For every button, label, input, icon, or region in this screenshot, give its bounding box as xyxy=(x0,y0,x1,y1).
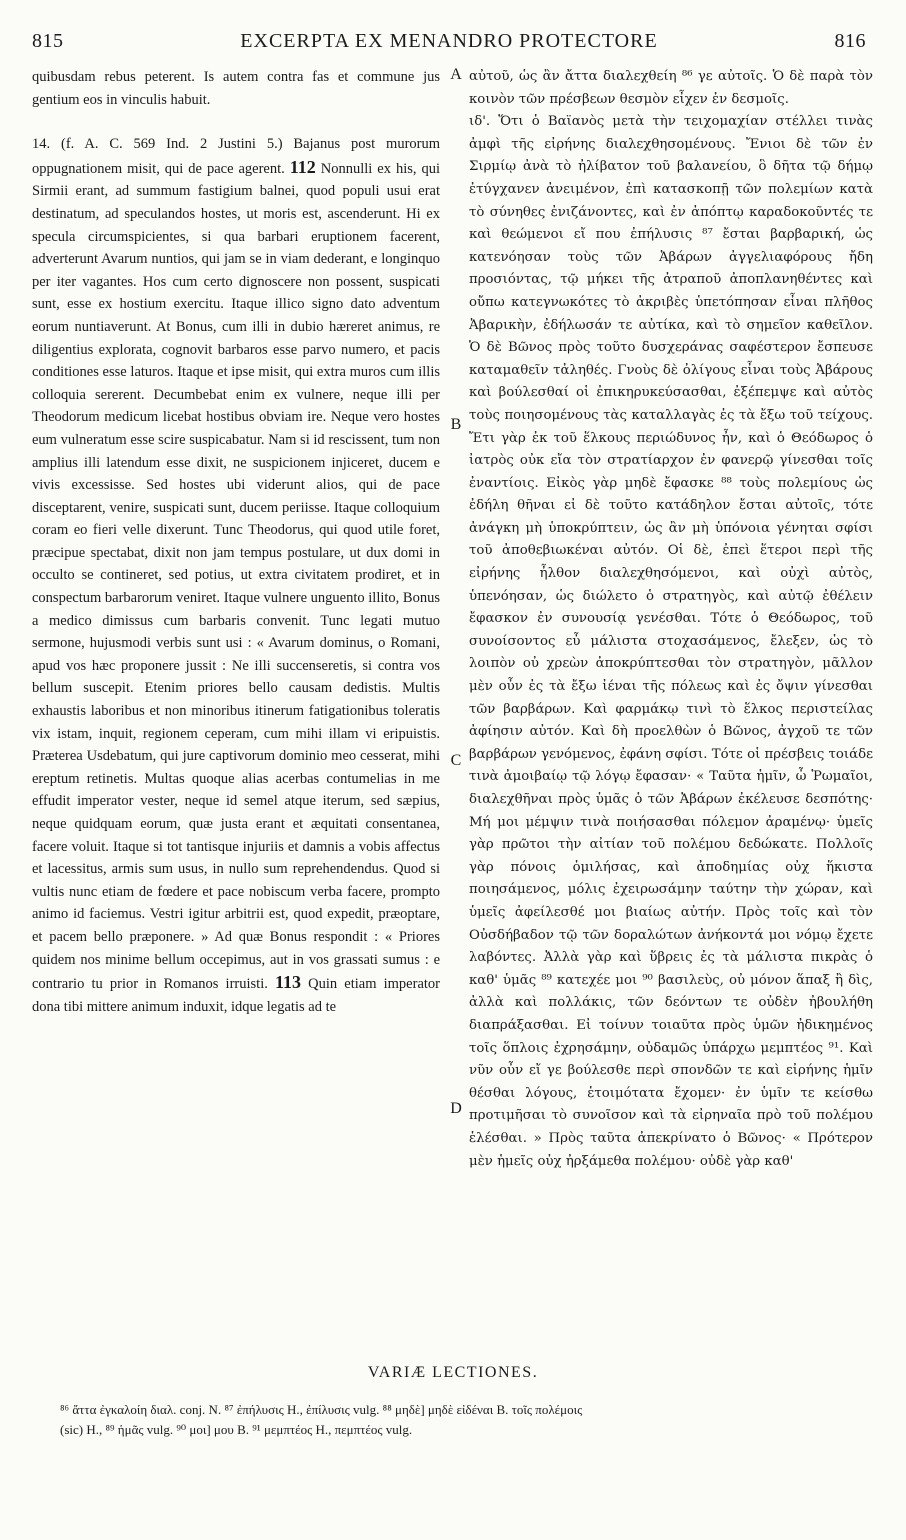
greek-column xyxy=(469,66,873,1173)
latin-paragraph-2 xyxy=(32,133,440,1018)
section-number-113: 113 xyxy=(274,972,301,993)
margin-letter-a: A xyxy=(450,66,462,83)
entry-heading: 14. (f. A. C. 569 Ind. 2 Justini 5.) xyxy=(32,136,283,153)
latin-text-2a: Bajanus post murorum oppugnationem misit, qui de pace agerent. xyxy=(32,136,441,177)
page-number-left: 815 xyxy=(32,30,64,52)
page-number-right: 816 xyxy=(834,30,866,52)
latin-column xyxy=(32,66,440,1018)
latin-text-2b: Nonnulli ex his, qui Sirmii erant, ad summum fastigium balnei, quod populi usui erat destinatum, ad speculandos hostes, ut moris est, ascenderunt. Hi ex specula circumspicientes, si qua barbari eruptionem facerent, adverterunt Avarum nuntios, qui jam se in viam dederant, e longinquo per iter vagantes. Hos cum certo dignoscere non possent, suspicati sunt, esse ex hostium exercitu. Itaque illico signo dato adventum eorum nuntiaverunt. At Bonus, cum illi in dubio hæreret animus, re diligentius explorata, cognovit barbaros esse parvo numero, et pacis conditiones esse laturos. Itaque et ipse misit, qui extra muros cum illis colloquia sererent. Decumbebat enim ex vulnere, neque illi per Theodorum medicum licebat hostibus obviam ire. Neque vero hostes eum vulneratum esse scire suspicabatur. Nam si id rescissent, tum non amplius illi latendum esse dixit, ne suspicionem injiceret, ducem e vivis excessisse. Sed hostes ubi viderunt alios, qui de pace disceptarent, venire, suspicati sunt, ducem periisse. Itaque colloquium coram eo fieri velle dixerunt. Tunc Theodorus, qui quod utile foret, præcipue spectabat, dixit non jam tempus postulare, ut dux domi in occulto se contineret, sed potius, ut extra civitatem prodiret, et in conspectum barbarorum veniret. Itaque vulnere unguento illito, Bonus a medico dimissus cum barbaris convenit. Tunc legati mutuo sermone, hujusmodi verbis sunt usi : « Avarum dominus, o Romani, apud vos hæc proponere jussit : Ne illi succenseretis, si contra vos bellum suscepit. Etenim priores bello causam dedistis. Multis exhaustis laboribus et non minoribus itinerum fatigationibus toleratis vix istam, inquit, regionem ceperam, cum mihi illam vi eripuistis. Præterea Usdebatum, qui jure captivorum dominio meo cesserat, mihi ereptum retinetis. Multas quoque alias acerbas contumelias in me effudit imperator vester, neque id semel atque iterum, sed sæpius, neque quidquam eorum, quæ justa erant et æquitati consentanea, facere voluit. Itaque si tot tantisque injuriis et damnis a vobis affectus et lacessitus, armis sum usus, in nullo sum reprehendendus. Quod si vultis nunc etiam de fœdere et pace nobiscum verba facere, prompto animo id faciemus. Vestri igitur arbitrii est, quod expedit, præoptare, et pacem bello præponere. » Ad quæ Bonus respondit : « Priores quidem nos minime bellum occepimus, aut in vos grassati sumus : e contrario tu prior in Romanos irruisti. xyxy=(32,160,441,993)
latin-paragraph-1: quibusdam rebus peterent. Is autem contra fas et commune jus gentium eos in vinculis habuit. xyxy=(32,69,440,108)
running-header xyxy=(32,30,866,64)
margin-letter-d: D xyxy=(450,1100,462,1117)
variae-lectiones-notes xyxy=(60,1400,866,1440)
greek-paragraph-2: ιδ'. Ὅτι ὁ Βαϊανὸς μετὰ τὴν τειχομαχίαν στέλλει τινὰς ἀμφὶ τῆς εἰρήνης διαλεχθησομένους. Ἔνιοι δὲ τῶν ἐν Σιρμίῳ ἀνὰ τὸ ἠλίβατον τοῦ βαλανείου, ὃ δῆτα τῷ δήμῳ ἐτύγχανεν ἀνειμένον, ἐπὶ κατασκοπῇ τῶν πολεμίων κατὰ τὸ σύνηθες ἐνιζάνοντες, καὶ ἐν ἀπόπτῳ καραδοκοῦντές τε καὶ θεώμενοι εἴ που ἐπήλυσις ⁸⁷ ἔσται βαρβαρική, ὡς κατενόησαν τοὺς τῶν Ἀβάρων ἀγγελιαφόρους ἤδη προσιόντας, τῷ μήκει τῆς ἀτραποῦ ἀποπλανηθέντες καὶ οὔπω κατεγνωκότες τὸ ἀκριβὲς ὑπετόπησαν εἶναι πλῆθος Ἀβαρικὴν, ἐδήλωσάν τε αὐτίκα, καὶ τὸ σημεῖον καθεῖλον. Ὁ δὲ Βῶνος πρὸς τοῦτο δυσχεράνας σαφέστερον ἔσπευσε καταμαθεῖν τἀληθές. Γνοὺς δὲ ὀλίγους εἶναι τοὺς Ἀβάρους καὶ βούλεσθαί οἱ ἐπικηρυκεύσασθαι, ἐξέπεμψε καὶ αὐτὸς τοὺς ποιησομένους τὰς καταλλαγὰς ἐς τὰ ἔξω τοῦ τείχους. Ἔτι γὰρ ἐκ τοῦ ἕλκους περιώδυνος ἦν, καὶ ὁ Θεόδωρος ὁ ἰατρὸς οὐκ εἴα τὸν στρατίαρχον ἐν φανερῷ γίνεσθαι τοῖς ἐναντίοις. Εἰκὸς γὰρ μηδὲ ἔφασκε ⁸⁸ τοὺς πολεμίους ὡς ἐδήλη θῆναι εἰ δὲ τοῦτο κατάδηλον ἔσται αὐτοῖς, τότε ἀνάγκη μὴ ὑποκρύπτειν, ὡς ἂν μὴ ὑπόνοια γένηται σφίσι τοῦ ἀποθεβιωκέναι αὐτόν. Οἱ δὲ, ἐπεὶ ἕτεροι περὶ τῆς εἰρήνης ἦλθον διαλεχθησόμενοι, καὶ οὐχὶ αὐτὸς, ὑπενόησαν, ὡς διώλετο ὁ στρατηγὸς, καὶ αὐτῷ ἐθέλειν ἔφασκον ἐν συνουσίᾳ γενέσθαι. Τότε ὁ Θεόδωρος, τοῦ συνοίσοντος εὖ μάλιστα στοχασάμενος, ἔλεξεν, ὡς τὸ λοιπὸν οὐ χρεὼν ἀποκρύπτεσθαι τὸν στρατηγὸν, μᾶλλον μὲν οὖν ἐς τὰ ἔξω ἰέναι τῆς πόλεως καὶ ἐς ὄψιν γίνεσθαι τῶν βαρβάρων. Καὶ φαρμάκῳ τινὶ τὸ ἕλκος περιστείλας ἀφίησιν αὐτόν. Καὶ δὴ προελθὼν ὁ Βῶνος, ἀγχοῦ τε τῶν βαρβάρων γενόμενος, ἐφάνη σφίσι. Τότε οἱ πρέσβεις τοιάδε τινὰ ἀμοιβαίῳ τῷ λόγῳ ἔφασαν· « Ταῦτα ἡμῖν, ὦ Ῥωμαῖοι, διαλεχθῆναι πρὸς ὑμᾶς ὁ τῶν Ἀβάρων ἐκέλευσε δεσπότης· Μή μοι μέμψιν τινὰ ποιήσασθαι πόλεμον ἀραμένῳ· ὑμεῖς γὰρ πρῶτοι τὴν αἰτίαν τοῦ πολέμου δεδώκατε. Πολλοῖς γὰρ πόνοις ὁμιλήσας, καὶ ἀποδημίας οὐχ ἥκιστα ποιησάμενος, μόλις ἐχειρωσάμην ταύτην τὴν χώραν, καὶ ὑμεῖς ἀφείλεσθέ μοι βιαίως αὐτήν. Πρὸς τοῖς καὶ τὸν Οὐσδήβαδον τῷ τῶν δοραλώτων ἀνήκοντά μοι νόμῳ ἔχετε λαβόντες. Ἀλλὰ γὰρ καὶ ὕβρεις ἐς τὰ μάλιστα πικρὰς ὁ καθ' ὑμᾶς ⁸⁹ κατεχέε μοι ⁹⁰ βασιλεὺς, οὐ μόνον ἅπαξ ἢ δὶς, ἀλλὰ καὶ πολλάκις, τῶν δεόντων τε οὐδὲν ἠβουλήθη διαπράξασθαι. Εἰ τοίνυν τοιαῦτα πρὸς ὑμῶν ἠδικημένος τοῖς ὅπλοις ἐχρησάμην, οὐδαμῶς ὑπάρχω μεμπτέος ⁹¹. Καὶ νῦν οὖν εἴ γε βούλεσθε περὶ σπονδῶν τε καὶ εἰρήνης ἡμῖν θέσθαι λόγους, ἑτοιμότατα ἔχομεν· ἐν ὑμῖν τε κείσθω προτιμῆσαι τὸ συνοῖσον καὶ τὰ εἰρηναῖα πρὸ τοῦ πολέμου ἑλέσθαι. » Πρὸς ταῦτα ἀπεκρίνατο ὁ Βῶνος· « Πρότερον μὲν ἡμεῖς οὐχ ἠρξάμεθα πολέμου· οὐδὲ γὰρ καθ' xyxy=(469,114,873,1169)
latin-text-2c: Quin etiam imperator dona tibi mittere animum induxit, idque legatis ad te xyxy=(32,976,440,1015)
margin-letter-c: C xyxy=(450,752,462,769)
section-number-112: 112 xyxy=(289,156,316,177)
margin-letter-b: B xyxy=(450,416,462,433)
greek-paragraph-1: αὐτοῦ, ὡς ἂν ἄττα διαλεχθείη ⁸⁶ γε αὐτοῖς. Ὁ δὲ παρὰ τὸν κοινὸν τῶν πρέσβεων θεσμὸν εἶχεν ἐν δεσμοῖς. xyxy=(469,69,873,107)
note-line-1: ⁸⁶ ἄττα ἐγκαλοίη διαλ. conj. N. ⁸⁷ ἐπήλυσις H., ἐπίλυσις vulg. ⁸⁸ μηδὲ] μηδὲ εἰδέναι B. τοῖς πολέμοις xyxy=(60,1402,583,1417)
running-title: EXCERPTA EX MENANDRO PROTECTORE xyxy=(240,30,658,52)
note-line-2: (sic) H., ⁸⁹ ἡμᾶς vulg. ⁹⁰ μοι] μου B. ⁹¹ μεμπτέος H., πεμπτέος vulg. xyxy=(60,1422,413,1437)
variae-lectiones-heading: VARIÆ LECTIONES. xyxy=(367,1364,539,1381)
